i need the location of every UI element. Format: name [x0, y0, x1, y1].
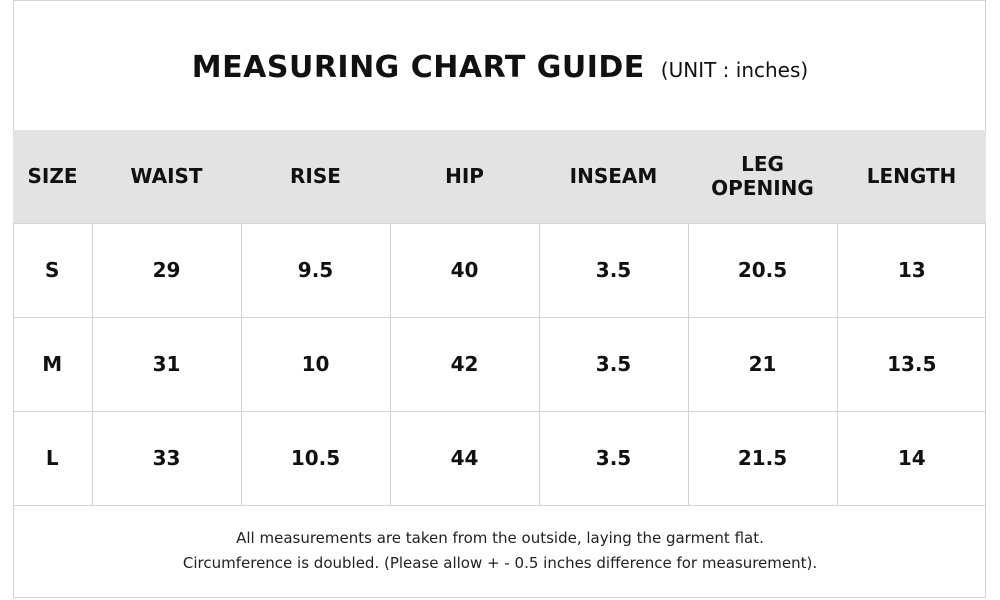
column-header-rise: RISE — [290, 164, 341, 189]
cell-length: 14 — [837, 411, 986, 505]
cell-size: L — [13, 411, 92, 505]
cell-rise: 10 — [241, 317, 390, 411]
column-header-size: SIZE — [27, 164, 78, 189]
cell-rise: 9.5 — [241, 223, 390, 317]
note-line-2: Circumference is doubled. (Please allow + - 0.5 inches difference for measurement). — [182, 554, 818, 572]
cell-inseam: 3.5 — [539, 317, 688, 411]
column-header-length: LENGTH — [866, 164, 957, 189]
table-row — [13, 411, 986, 505]
note-line-1: All measurements are taken from the outside, laying the garment flat. — [236, 529, 764, 547]
cell-inseam: 3.5 — [539, 223, 688, 317]
cell-waist: 31 — [92, 317, 241, 411]
cell-inseam: 3.5 — [539, 411, 688, 505]
page-title: MEASURING CHART GUIDE — [191, 49, 645, 85]
column-header-leg-opening: LEG OPENING — [711, 152, 814, 201]
unit-label: (UNIT : inches) — [660, 58, 809, 82]
cell-size: M — [13, 317, 92, 411]
measurement-note — [0, 526, 1000, 576]
cell-leg-opening: 21.5 — [688, 411, 837, 505]
cell-waist: 29 — [92, 223, 241, 317]
measurement-table — [13, 130, 986, 506]
table-row — [13, 223, 986, 317]
cell-length: 13.5 — [837, 317, 986, 411]
cell-rise: 10.5 — [241, 411, 390, 505]
cell-size: S — [13, 223, 92, 317]
header — [0, 0, 1000, 130]
cell-length: 13 — [837, 223, 986, 317]
cell-hip: 42 — [390, 317, 539, 411]
table-header-row — [13, 130, 986, 223]
column-header-hip: HIP — [445, 164, 484, 189]
column-header-inseam: INSEAM — [569, 164, 658, 189]
cell-hip: 44 — [390, 411, 539, 505]
cell-waist: 33 — [92, 411, 241, 505]
cell-hip: 40 — [390, 223, 539, 317]
table-row — [13, 317, 986, 411]
cell-leg-opening: 21 — [688, 317, 837, 411]
column-header-waist: WAIST — [130, 164, 203, 189]
cell-leg-opening: 20.5 — [688, 223, 837, 317]
